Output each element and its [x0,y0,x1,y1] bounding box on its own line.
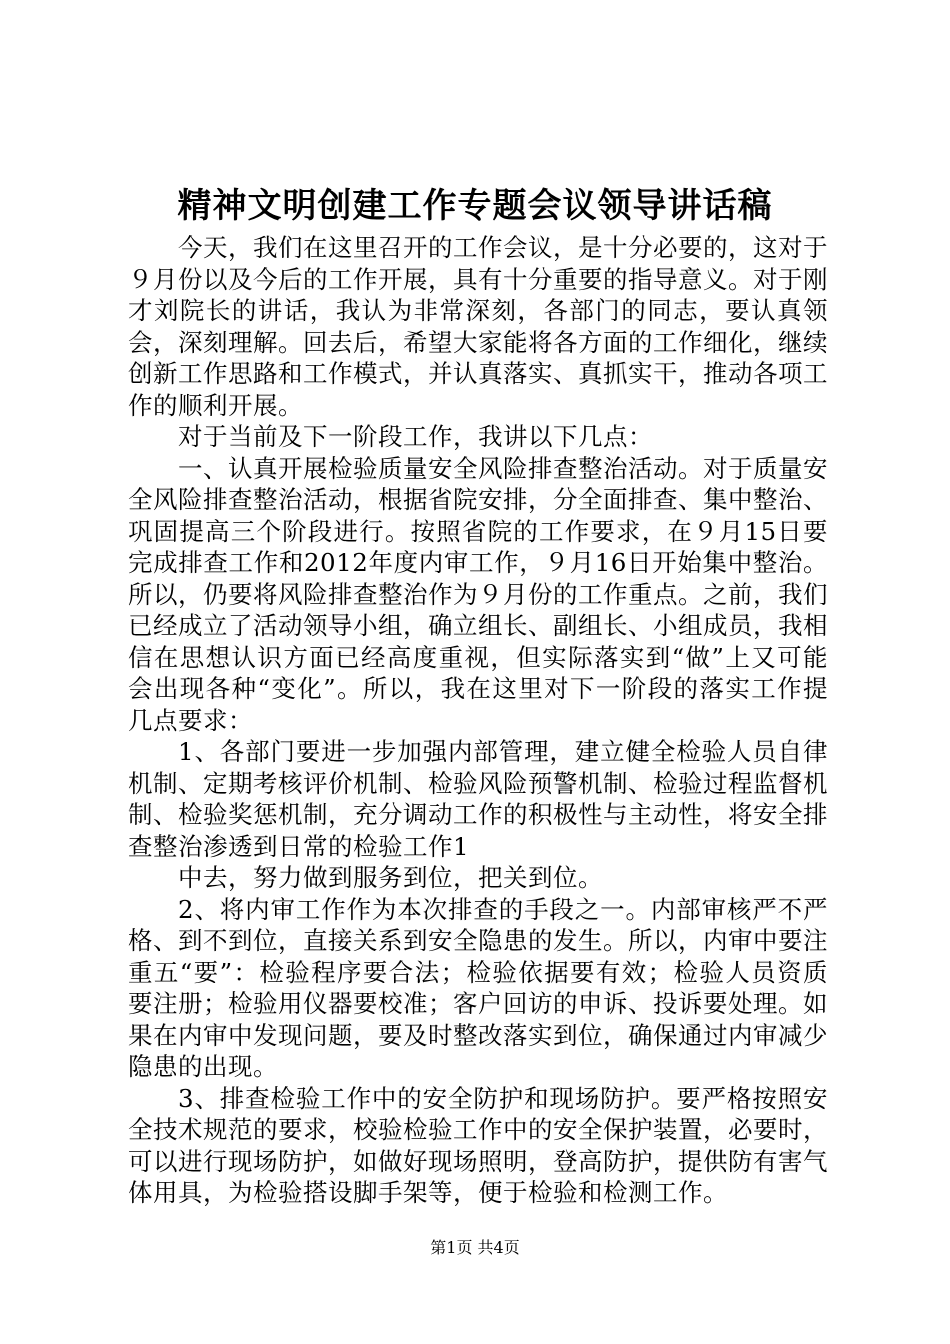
paragraph-item-1-continued: 中去，努力做到服务到位，把关到位。 [178,863,603,892]
document-title: 精神文明创建工作专题会议领导讲话稿 [177,186,773,226]
page-footer: 第1页 共4页 [430,1238,520,1257]
paragraph-opening: 今天，我们在这里召开的工作会议，是十分必要的，这对于９月份以及今后的工作开展，具有十分重要的指导意义。对于刚才刘院长的讲话，我认为非常深刻，各部门的同志，要认真领会，深刻理解。回去后，希望大家能将各方面的工作细化，继续创新工作思路和工作模式，并认真落实、真抓实干，推动各项工作的顺利开展。 [128,233,828,420]
paragraph-item-2: 2、将内审工作作为本次排查的手段之一。内部审核严不严格、到不到位，直接关系到安全隐患的发生。所以，内审中要注重五“要”：检验程序要合法；检验依据要有效；检验人员资质要注册；检验用仪器要校准；客户回访的申诉、投诉要处理。如果在内审中发现问题，要及时整改落实到位，确保通过内审减少隐患的出现。 [128,894,828,1081]
document-body [128,232,828,1209]
paragraph-intro-points: 对于当前及下一阶段工作，我讲以下几点： [178,422,653,451]
paragraph-item-1: 1、各部门要进一步加强内部管理，建立健全检验人员自律机制、定期考核评价机制、检验风险预警机制、检验过程监督机制、检验奖惩机制，充分调动工作的积极性与主动性，将安全排查整治渗透到日常的检验工作1 [128,737,828,861]
paragraph-item-3: 3、排查检验工作中的安全防护和现场防护。要严格按照安全技术规范的要求，校验检验工作中的安全保护装置，必要时，可以进行现场防护，如做好现场照明，登高防护，提供防有害气体用具，为检验搭设脚手架等，便于检验和检测工作。 [128,1083,828,1207]
paragraph-section-1: 一、认真开展检验质量安全风险排查整治活动。对于质量安全风险排查整治活动，根据省院安排，分全面排查、集中整治、巩固提高三个阶段进行。按照省院的工作要求，在９月15日要完成排查工作和2012年度内审工作，９月16日开始集中整治。所以，仍要将风险排查整治作为９月份的工作重点。之前，我们已经成立了活动领导小组，确立组长、副组长、小组成员，我相信在思想认识方面已经高度重视，但实际落实到“做”上又可能会出现各种“变化”。所以，我在这里对下一阶段的落实工作提几点要求： [128,453,828,735]
